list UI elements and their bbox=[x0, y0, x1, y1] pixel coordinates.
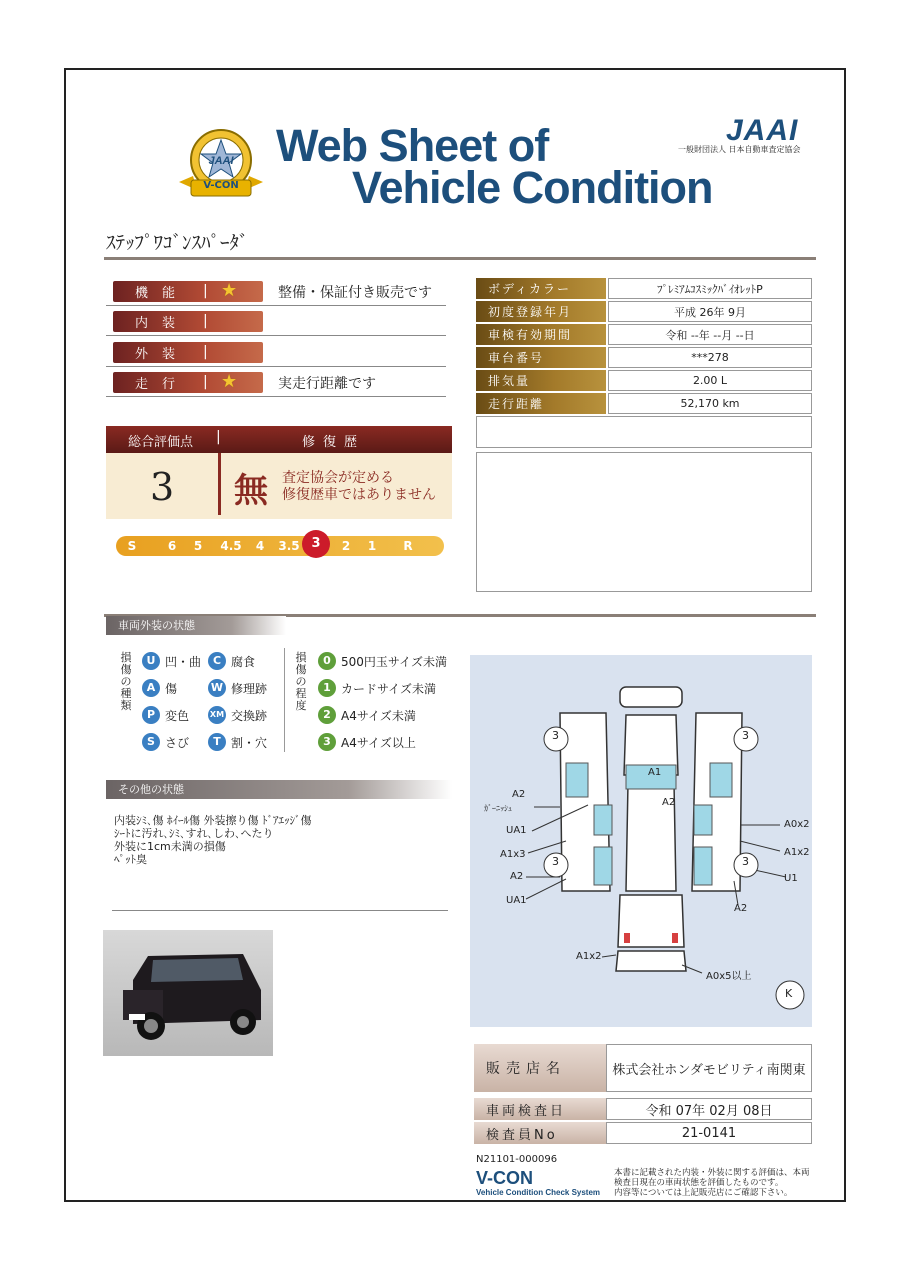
grade-scale bbox=[116, 536, 444, 556]
condition-label-mileage: 走行 | ★ bbox=[113, 372, 263, 393]
row-line bbox=[106, 366, 446, 367]
diagram-label: A1 bbox=[648, 767, 662, 778]
row-line bbox=[106, 396, 446, 397]
diagram-label: A0x2 bbox=[784, 819, 810, 830]
score-header: 総合評価点 bbox=[128, 435, 194, 450]
diagram-label: UA1 bbox=[506, 825, 527, 836]
scale-item: S bbox=[127, 539, 137, 553]
star-icon: ★ bbox=[221, 280, 252, 301]
spec-value-chassis: ***278 bbox=[608, 347, 812, 368]
sheet-number: N21101-000096 bbox=[476, 1154, 558, 1165]
spec-value-registration: 平成 26年 9月 bbox=[608, 301, 812, 322]
vehicle-model: ｽﾃｯﾌﾟﾜｺﾞﾝｽﾊﾟｰﾀﾞ bbox=[106, 232, 249, 254]
legend-U: U 凹・曲 bbox=[142, 652, 201, 670]
diagram-label: UA1 bbox=[506, 895, 527, 906]
spec-label-chassis: 車台番号 bbox=[476, 347, 606, 368]
car-outline bbox=[470, 655, 812, 1027]
spec-value-inspection: 令和 --年 --月 --日 bbox=[608, 324, 812, 345]
diagram-label: A2 bbox=[662, 797, 676, 808]
score-value: 3 bbox=[150, 465, 175, 509]
inspector-label: 検査員No bbox=[474, 1122, 606, 1144]
repair-text-2: 修復歴車ではありません bbox=[282, 487, 436, 503]
legend-S: S さび bbox=[142, 733, 189, 751]
diagram-label: 3 bbox=[742, 729, 749, 742]
legend-0: 0 500円玉サイズ未満 bbox=[318, 652, 447, 670]
diagram-label: A2 bbox=[734, 903, 748, 914]
diagram-label: A1x3 bbox=[500, 849, 526, 860]
scale-item: 4.5 bbox=[220, 539, 242, 553]
legend-2: 2 A4サイズ未満 bbox=[318, 706, 416, 724]
divider bbox=[112, 910, 448, 911]
vcon-logo: V-CON bbox=[476, 1168, 534, 1188]
divider bbox=[104, 257, 816, 260]
other-section-title: その他の状態 bbox=[106, 780, 452, 799]
diagram-label: 3 bbox=[742, 855, 749, 868]
star-icon: ★ bbox=[221, 371, 252, 392]
diagram-label: A0x5以上 bbox=[706, 971, 752, 982]
jaai-logo: JAAI bbox=[726, 114, 799, 147]
legend-1: 1 カードサイズ未満 bbox=[318, 679, 436, 697]
condition-text-function: 整備・保証付き販売です bbox=[278, 285, 432, 301]
svg-text:JAAI: JAAI bbox=[208, 155, 234, 167]
condition-label-interior: 内装 | bbox=[113, 311, 263, 332]
blank-box bbox=[476, 416, 812, 448]
damage-degree-label: 損傷の程度 bbox=[295, 651, 307, 712]
condition-label-exterior: 外装 | bbox=[113, 342, 263, 363]
scale-item: 3.5 bbox=[278, 539, 300, 553]
diagram-label: A1x2 bbox=[576, 951, 602, 962]
notes-box bbox=[476, 452, 812, 592]
legend-T: T 割・穴 bbox=[208, 733, 267, 751]
badge-label: V-CON bbox=[203, 180, 239, 191]
scale-item: 5 bbox=[193, 539, 203, 553]
spec-label-mileage: 走行距離 bbox=[476, 393, 606, 414]
other-text: 内装ｼﾐ､傷 ﾎｲｰﾙ傷 外装擦り傷 ﾄﾞｱｴｯｼﾞ傷 ｼｰﾄに汚れ､ｼﾐ､すれ､しわ､へたり 外装に1cm未満の損傷 ﾍﾟｯﾄ臭 bbox=[114, 814, 312, 866]
damage-diagram bbox=[470, 655, 812, 1027]
diagram-label: U1 bbox=[784, 873, 798, 884]
diagram-label: ｶﾞｰﾆｯｼｭ bbox=[484, 804, 512, 813]
org-name: 一般財団法人 日本自動車査定協会 bbox=[678, 145, 801, 154]
legend-C: C 腐食 bbox=[208, 652, 255, 670]
condition-label-text: 機能 bbox=[135, 286, 190, 301]
footer-note: 本書に記載された内装・外装に関する評価は、本両 検査日現在の車両状態を評価したものです。 内容等については上記販売店にご確認下さい。 bbox=[614, 1168, 810, 1198]
spec-value-displacement: 2.00 L bbox=[608, 370, 812, 391]
inspector-value: 21-0141 bbox=[606, 1122, 812, 1144]
repair-text-1: 査定協会が定める bbox=[282, 470, 394, 486]
spec-value-mileage: 52,170 km bbox=[608, 393, 812, 414]
inspection-date-value: 令和 07年 02月 08日 bbox=[606, 1098, 812, 1120]
legend-3: 3 A4サイズ以上 bbox=[318, 733, 416, 751]
diagram-label: 3 bbox=[552, 855, 559, 868]
condition-label-text: 外装 bbox=[135, 347, 190, 362]
spec-value-color: ﾌﾟﾚﾐｱﾑｺｽﾐｯｸﾊﾞｲｵﾚｯﾄP bbox=[608, 278, 812, 299]
damage-type-label: 損傷の種類 bbox=[120, 651, 132, 712]
diagram-label: K bbox=[785, 987, 793, 1000]
diagram-label: A2 bbox=[512, 789, 526, 800]
title-line2: Vehicle Condition bbox=[352, 162, 713, 213]
repair-header: 修復歴 bbox=[302, 435, 366, 450]
condition-label-function: 機能 | ★ bbox=[113, 281, 263, 302]
spec-label-displacement: 排気量 bbox=[476, 370, 606, 391]
legend-P: P 変色 bbox=[142, 706, 189, 724]
repair-mark: 無 bbox=[234, 471, 268, 511]
scale-item: R bbox=[403, 539, 413, 553]
scale-current: 3 bbox=[302, 530, 330, 558]
condition-text-mileage: 実走行距離です bbox=[278, 376, 376, 392]
scale-item: 2 bbox=[341, 539, 351, 553]
diagram-label: A2 bbox=[510, 871, 524, 882]
condition-label-text: 走行 bbox=[135, 377, 190, 392]
title-line1: Web Sheet of bbox=[276, 120, 549, 171]
diagram-label: 3 bbox=[552, 729, 559, 742]
grade-header: 総合評価点 | 修復歴 bbox=[106, 426, 452, 453]
legend-divider bbox=[284, 648, 285, 752]
spec-label-registration: 初度登録年月 bbox=[476, 301, 606, 322]
legend-XM: XM 交換跡 bbox=[208, 706, 267, 724]
spec-label-color: ボディカラー bbox=[476, 278, 606, 299]
row-line bbox=[106, 335, 446, 336]
spec-label-inspection: 車検有効期間 bbox=[476, 324, 606, 345]
scale-item: 1 bbox=[367, 539, 377, 553]
legend-A: A 傷 bbox=[142, 679, 177, 697]
inspection-date-label: 車両検査日 bbox=[474, 1098, 606, 1120]
vehicle-photo bbox=[103, 930, 273, 1056]
diagram-label: A1x2 bbox=[784, 847, 810, 858]
condition-label-text: 内装 bbox=[135, 316, 190, 331]
vcon-subtitle: Vehicle Condition Check System bbox=[476, 1188, 601, 1197]
shop-value: 株式会社ホンダモビリティ南関東 bbox=[606, 1044, 812, 1092]
scale-item: 4 bbox=[255, 539, 265, 553]
grade-body bbox=[106, 453, 452, 519]
row-line bbox=[106, 305, 446, 306]
exterior-section-title: 車両外装の状態 bbox=[106, 616, 286, 635]
scale-item: 6 bbox=[167, 539, 177, 553]
legend-W: W 修理跡 bbox=[208, 679, 267, 697]
shop-label: 販売店名 bbox=[474, 1044, 606, 1092]
